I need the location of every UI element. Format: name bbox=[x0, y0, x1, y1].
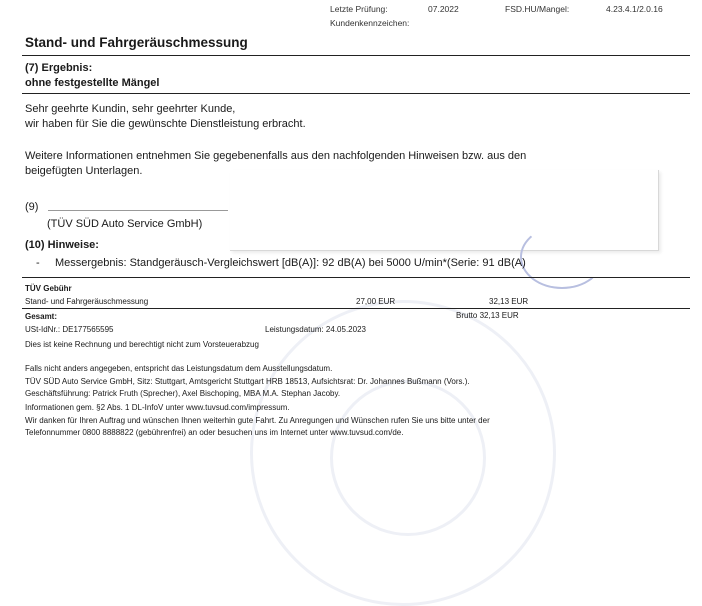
stamp-seal bbox=[520, 225, 604, 289]
fees-row-label: Stand- und Fahrgeräuschmessung bbox=[25, 297, 149, 306]
fees-brutto: Brutto 32,13 EUR bbox=[456, 311, 519, 320]
fees-vat-id: USt-IdNr.: DE177565595 bbox=[25, 325, 114, 334]
footer-line-3: Geschäftsführung: Patrick Fruth (Sprecher), Axel Bischoping, MBA M.A. Stephan Jacoby. bbox=[25, 389, 341, 398]
signature-company: (TÜV SÜD Auto Service GmbH) bbox=[47, 218, 203, 230]
last-test-label: Letzte Prüfung: bbox=[330, 4, 388, 14]
watermark-shape-inner bbox=[330, 380, 486, 536]
result-value: ohne festgestellte Mängel bbox=[25, 77, 160, 89]
fees-heading: TÜV Gebühr bbox=[25, 284, 72, 293]
result-heading: (7) Ergebnis: bbox=[25, 62, 93, 74]
footer-line-6: Telefonnummer 0800 8888822 (gebührenfrei) an oder besuchen uns im Internet unter www.tuvsud.com/de. bbox=[25, 428, 404, 437]
defect-value: 4.23.4.1/2.0.16 bbox=[606, 4, 663, 14]
plate-label: Kundenkennzeichen: bbox=[330, 18, 410, 28]
greeting-line-2: wir haben für Sie die gewünschte Dienstleistung erbracht. bbox=[25, 118, 306, 130]
info-line-2: beigefügten Unterlagen. bbox=[25, 165, 143, 177]
defect-label: FSD.HU/Mangel: bbox=[505, 4, 570, 14]
notes-rule bbox=[22, 277, 690, 278]
greeting-line-1: Sehr geehrte Kundin, sehr geehrter Kunde, bbox=[25, 103, 236, 115]
footer-line-2: TÜV SÜD Auto Service GmbH, Sitz: Stuttgart, Amtsgericht Stuttgart HRB 18513, Aufsichtsrat: Dr. Johannes Bußmann (Vors.). bbox=[25, 377, 470, 386]
page-title: Stand- und Fahrgeräuschmessung bbox=[25, 35, 248, 50]
result-rule bbox=[22, 93, 690, 94]
fees-service-date: Leistungsdatum: 24.05.2023 bbox=[265, 325, 366, 334]
fees-gross: 32,13 EUR bbox=[489, 297, 529, 306]
notes-heading: (10) Hinweise: bbox=[25, 239, 99, 251]
fees-rule bbox=[22, 308, 690, 309]
notes-item: Messergebnis: Standgeräusch-Vergleichswert [dB(A)]: 92 dB(A) bei 5000 U/min*(Serie: 91 dB(A) bbox=[55, 257, 526, 269]
fees-net: 27,00 EUR bbox=[356, 297, 396, 306]
info-line-1: Weitere Informationen entnehmen Sie gegebenenfalls aus den nachfolgenden Hinweisen bzw. aus den bbox=[25, 150, 527, 162]
fees-total-label: Gesamt: bbox=[25, 312, 58, 321]
title-rule bbox=[22, 55, 690, 56]
notes-bullet: - bbox=[36, 257, 40, 269]
footer-line-4: Informationen gem. §2 Abs. 1 DL-InfoV unter www.tuvsud.com/impressum. bbox=[25, 403, 290, 412]
footer-line-1: Falls nicht anders angegeben, entspricht das Leistungsdatum dem Ausstellungsdatum. bbox=[25, 364, 333, 373]
last-test-value: 07.2022 bbox=[428, 4, 459, 14]
footer-line-5: Wir danken für Ihren Auftrag und wünschen Ihnen weiterhin gute Fahrt. Zu Anregungen und Wünschen rufen Sie uns bitte unter der bbox=[25, 416, 490, 425]
signature-line bbox=[48, 210, 228, 211]
fees-not-invoice: Dies ist keine Rechnung und berechtigt nicht zum Vorsteuerabzug bbox=[25, 340, 259, 349]
signature-number: (9) bbox=[25, 201, 39, 213]
